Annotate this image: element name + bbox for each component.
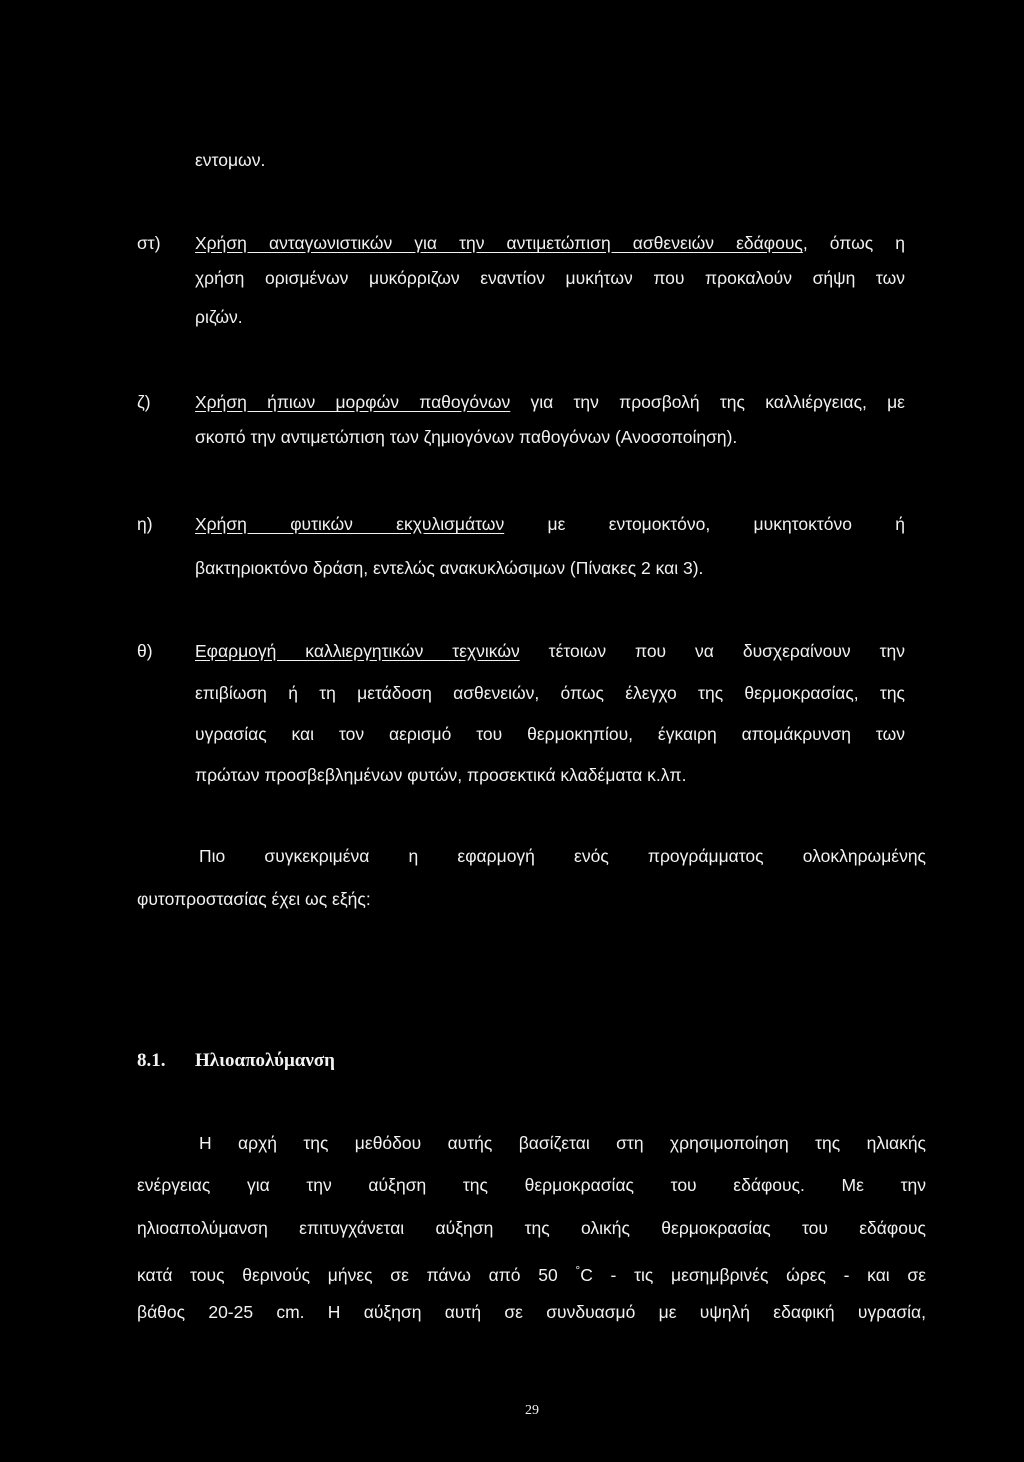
underlined-phrase: Χρήση ανταγωνιστικών για την αντιμετώπιση ασθενειών εδάφους xyxy=(195,233,803,253)
section-title: Ηλιοαπολύμανση xyxy=(195,1050,335,1071)
text-span: για την προσβολή της καλλιέργειας, με xyxy=(510,392,905,412)
section-heading xyxy=(137,1050,335,1072)
list-marker-theta: θ) xyxy=(137,641,153,661)
text-span: με εντομοκτόνο, μυκητοκτόνο ή xyxy=(504,514,906,534)
paragraph-1-line-2: φυτοπροστασίας έχει ως εξής: xyxy=(137,889,371,909)
list-marker-st: στ) xyxy=(137,233,161,253)
section-number: 8.1. xyxy=(137,1050,166,1071)
list-item-st-line-2: χρήση ορισμένων μυκόρριζων εναντίον μυκήτων που προκαλούν σήψη των xyxy=(195,268,905,288)
list-item-theta-line-3: υγρασίας και τον αερισμό του θερμοκηπίου, έγκαιρη απομάκρυνση των xyxy=(195,724,905,744)
text-span: C - τις μεσημβρινές ώρες - και σε xyxy=(580,1264,926,1285)
paragraph-2-line-5: βάθος 20-25 cm. Η αύξηση αυτή σε συνδυασμό με υψηλή εδαφική υγρασία, xyxy=(137,1302,926,1322)
paragraph-2-line-4 xyxy=(137,1259,926,1286)
degree-sign: ° xyxy=(575,1263,581,1277)
underlined-phrase: Εφαρμογή καλλιεργητικών τεχνικών xyxy=(195,641,520,661)
text-span: τέτοιων που να δυσχεραίνουν την xyxy=(519,641,905,661)
paragraph-2-line-2: ενέργειας για την αύξηση της θερμοκρασίας του εδάφους. Με την xyxy=(137,1175,926,1195)
list-marker-eta: η) xyxy=(137,514,153,534)
list-item-eta-line-2: βακτηριοκτόνο δράση, εντελώς ανακυκλώσιμων (Πίνακες 2 και 3). xyxy=(195,558,704,578)
list-item-eta-line-1 xyxy=(195,513,905,535)
list-item-z-line-1 xyxy=(195,391,905,413)
list-item-theta-line-1 xyxy=(195,640,905,662)
underlined-phrase: Χρήση ήπιων μορφών παθογόνων xyxy=(195,392,511,412)
underlined-phrase: Χρήση φυτικών εκχυλισμάτων xyxy=(195,514,505,534)
paragraph-2-line-3: ηλιοαπολύμανση επιτυγχάνεται αύξηση της ολικής θερμοκρασίας του εδάφους xyxy=(137,1218,926,1238)
paragraph-2-line-1: Η αρχή της μεθόδου αυτής βασίζεται στη χρησιμοποίηση της ηλιακής xyxy=(199,1133,926,1153)
list-item-theta-line-4: πρώτων προσβεβλημένων φυτών, προσεκτικά κλαδέματα κ.λπ. xyxy=(195,765,687,785)
text-span: , όπως η xyxy=(802,233,905,253)
text-span: κατά τους θερινούς μήνες σε πάνω από 50 xyxy=(137,1264,576,1285)
list-marker-z: ζ) xyxy=(137,392,151,412)
list-item-st-line-1 xyxy=(195,232,905,254)
list-item-st-line-3: ριζών. xyxy=(195,307,243,327)
text-line: εντομων. xyxy=(195,150,266,170)
list-item-z-line-2: σκοπό την αντιμετώπιση των ζημιογόνων παθογόνων (Ανοσοποίηση). xyxy=(195,427,738,447)
page-number: 29 xyxy=(525,1403,539,1418)
paragraph-1-line-1: Πιο συγκεκριμένα η εφαρμογή ενός προγράμματος ολοκληρωμένης xyxy=(199,846,926,866)
list-item-theta-line-2: επιβίωση ή τη μετάδοση ασθενειών, όπως έλεγχο της θερμοκρασίας, της xyxy=(195,683,905,703)
